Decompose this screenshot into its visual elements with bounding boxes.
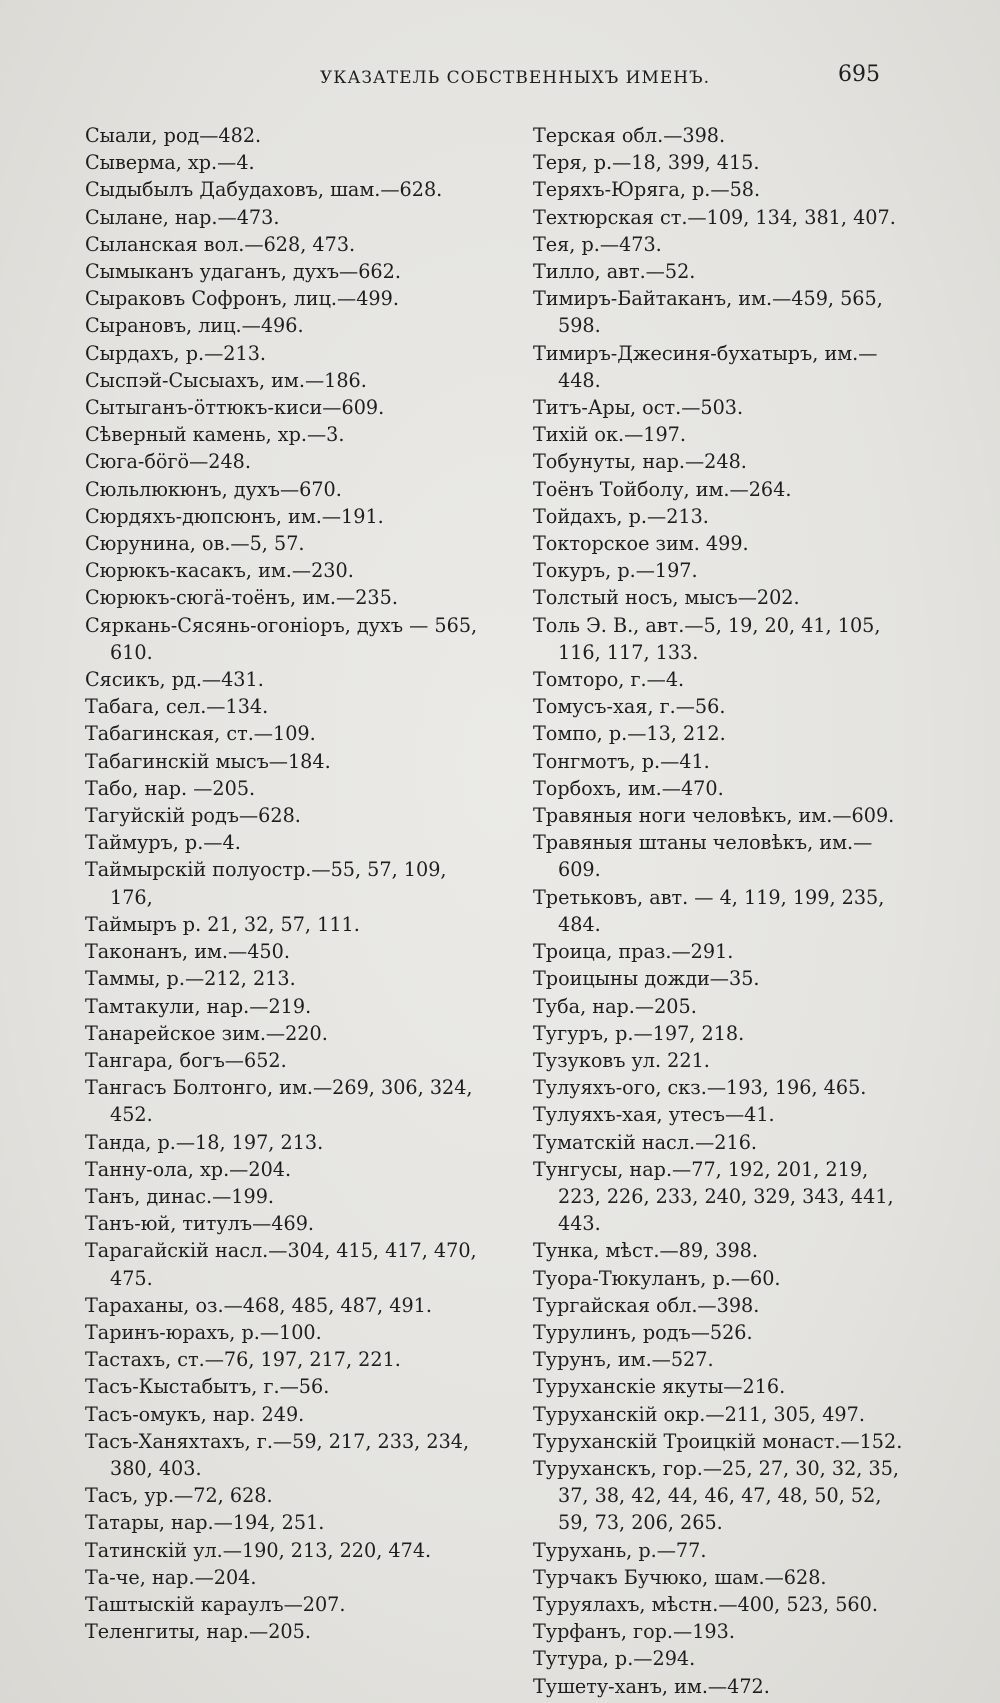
index-entry: Табо, нар. —205.: [85, 776, 256, 800]
index-entry: Турфанъ, гор.—193.: [533, 1620, 735, 1644]
index-entry: Туматскій насл.—216.: [533, 1130, 758, 1154]
index-entry: Тасъ-омукъ, нар. 249.: [85, 1402, 305, 1426]
index-entry: Сылане, нар.—473.: [85, 205, 280, 229]
index-entry: Танъ, динас.—199.: [85, 1184, 275, 1208]
index-entry: Тойдахъ, р.—213.: [533, 504, 709, 528]
index-entry: Тушету-ханъ, им.—472.: [533, 1674, 770, 1698]
index-entry: Сюрдяхъ-дюпсюнъ, им.—191.: [85, 504, 384, 528]
index-entry: Тунка, мѣст.—89, 398.: [533, 1239, 758, 1263]
index-entry: Танарейское зим.—220.: [85, 1021, 328, 1045]
index-entry: Сюга-бöгö—248.: [85, 450, 251, 474]
index-entry: Турчакъ Бучюко, шам.—628.: [533, 1565, 827, 1589]
index-entry: Танну-ола, хр.—204.: [85, 1157, 292, 1181]
index-entry: Сюрюкъ-касакъ, им.—230.: [85, 559, 354, 583]
index-entry: Томпо, р.—13, 212.: [533, 722, 726, 746]
index-entry: Туруялахъ, мѣстн.—400, 523, 560.: [533, 1592, 878, 1616]
index-entry: Теряхъ-Юряга, р.—58.: [533, 178, 761, 202]
index-entry: Терская обл.—398.: [533, 124, 726, 147]
index-entry: Сыверма, хр.—4.: [85, 151, 255, 175]
index-entry: Тасъ-Кыстабытъ, г.—56.: [85, 1375, 330, 1399]
index-entry: Татары, нар.—194, 251.: [85, 1511, 325, 1535]
index-entry: Тангасъ Болтонго, им.—269, 306, 324, 452.: [85, 1076, 473, 1127]
index-entry: Таймуръ, р.—4.: [85, 831, 241, 855]
index-entry: Тараханы, оз.—468, 485, 487, 491.: [85, 1293, 432, 1317]
header-title: УКАЗАТЕЛЬ СОБСТВЕННЫХЪ ИМЕНЪ.: [320, 68, 711, 88]
page-number: 695: [838, 62, 880, 87]
index-entry: Травяныя ноги человѣкъ, им.—609.: [533, 804, 895, 828]
index-entry: Туба, нар.—205.: [533, 994, 697, 1018]
index-entry: Сыспэй-Сысыахъ, им.—186.: [85, 368, 367, 392]
index-entry: Тузуковъ ул. 221.: [533, 1048, 710, 1072]
index-entry: Танда, р.—18, 197, 213.: [85, 1130, 324, 1154]
index-entry: Тулуяхъ-ого, скз.—193, 196, 465.: [533, 1076, 867, 1100]
index-entry: Тургайская обл.—398.: [533, 1293, 760, 1317]
index-entry: Тунгусы, нар.—77, 192, 201, 219, 223, 226, 233, 240, 329, 343, 441, 443.: [533, 1157, 894, 1236]
index-entry: Табагинская, ст.—109.: [85, 722, 316, 746]
index-entry: Сыланская вол.—628, 473.: [85, 232, 356, 256]
index-entry: Толстый носъ, мысъ—202.: [533, 586, 800, 610]
index-entry: Тихій ок.—197.: [533, 423, 686, 447]
index-entry: Тарагайскій насл.—304, 415, 417, 470, 475.: [85, 1239, 477, 1290]
index-entry: Тугуръ, р.—197, 218.: [533, 1021, 745, 1045]
index-entry: Троица, праз.—291.: [533, 940, 734, 964]
index-entry: Сюрунина, ов.—5, 57.: [85, 532, 305, 556]
index-entry: Тутура, р.—294.: [533, 1647, 696, 1671]
index-entry: Таринъ-юрахъ, р.—100.: [85, 1320, 322, 1344]
index-entry: Тимиръ-Джесиня-бухатыръ, им.—448.: [533, 341, 878, 392]
index-entry: Тея, р.—473.: [533, 232, 662, 256]
index-entry: Тобунуты, нар.—248.: [533, 450, 747, 474]
index-entry: Теленгиты, нар.—205.: [85, 1620, 311, 1644]
index-entry: Троицыны дожди—35.: [533, 967, 760, 991]
index-entry: Таймырскій полуостр.—55, 57, 109, 176,: [85, 858, 447, 909]
index-entry: Таймыръ р. 21, 32, 57, 111.: [85, 912, 360, 936]
index-entry: Туруханскіе якуты—216.: [533, 1375, 786, 1399]
index-entry: Теря, р.—18, 399, 415.: [533, 151, 760, 175]
index-entry: Тастахъ, ст.—76, 197, 217, 221.: [85, 1348, 401, 1372]
index-entry: Туора-Тюкуланъ, р.—60.: [533, 1266, 781, 1290]
index-entry: Сыраковъ Софронъ, лиц.—499.: [85, 287, 399, 311]
index-entry: Турулинъ, родъ—526.: [533, 1320, 753, 1344]
index-entry: Тонгмотъ, р.—41.: [533, 749, 710, 773]
index-entry: Техтюрская ст.—109, 134, 381, 407.: [533, 205, 896, 229]
index-entry: Тулуяхъ-хая, утесъ—41.: [533, 1103, 775, 1127]
index-entry: Сяркань-Сясянь-огоніоръ, духъ — 565, 610.: [85, 613, 478, 664]
index-entry: Торбохъ, им.—470.: [533, 776, 724, 800]
index-entry: Сясикъ, рд.—431.: [85, 668, 264, 692]
index-entry: Сюрюкъ-сюгä-тоёнъ, им.—235.: [85, 586, 398, 610]
index-entry: Татинскій ул.—190, 213, 220, 474.: [85, 1538, 432, 1562]
index-entry: Табага, сел.—134.: [85, 695, 269, 719]
index-entry: Токторское зим. 499.: [533, 532, 749, 556]
index-entry: Туруханскъ, гор.—25, 27, 30, 32, 35, 37, 38, 42, 44, 46, 47, 48, 50, 52, 59, 73, 206, 265.: [533, 1456, 899, 1535]
index-entry: Токуръ, р.—197.: [533, 559, 698, 583]
index-entry: Томторо, г.—4.: [533, 668, 685, 692]
index-entry: Тасъ, ур.—72, 628.: [85, 1484, 273, 1508]
index-entry: Таконанъ, им.—450.: [85, 940, 290, 964]
index-entry: Табагинскій мысъ—184.: [85, 749, 331, 773]
index-entry: Тоёнъ Тойболу, им.—264.: [533, 477, 792, 501]
index-entry: Тамтакули, нар.—219.: [85, 994, 312, 1018]
index-entry: Туруханскій Троицкій монаст.—152.: [533, 1429, 903, 1453]
index-entry: Тилло, авт.—52.: [533, 260, 696, 284]
index-entry: Сырановъ, лиц.—496.: [85, 314, 304, 338]
index-entry: Сымыканъ удаганъ, духъ—662.: [85, 260, 401, 284]
index-entry: Тагуйскій родъ—628.: [85, 804, 301, 828]
index-entry: Титъ-Ары, ост.—503.: [533, 396, 744, 420]
index-entry: Сытыганъ-öттюкъ-киси—609.: [85, 396, 385, 420]
index-entry: Таммы, р.—212, 213.: [85, 967, 296, 991]
index-entry: Сюльлюкюнъ, духъ—670.: [85, 477, 342, 501]
index-entry: Туруханскій окр.—211, 305, 497.: [533, 1402, 865, 1426]
index-entry: Сыдыбылъ Дабудаховъ, шам.—628.: [85, 178, 443, 202]
index-entry: Турухань, р.—77.: [533, 1538, 707, 1562]
index-entry: Таштыскій караулъ—207.: [85, 1592, 346, 1616]
index-entry: Танъ-юй, титулъ—469.: [85, 1212, 315, 1236]
index-entry: Турунъ, им.—527.: [533, 1348, 714, 1372]
index-column-right: [533, 122, 908, 1700]
index-column-left: [85, 122, 490, 1645]
index-entry: Тасъ-Ханяхтахъ, г.—59, 217, 233, 234, 380, 403.: [85, 1429, 470, 1480]
index-entry: Толь Э. В., авт.—5, 19, 20, 41, 105, 116, 117, 133.: [533, 613, 881, 664]
index-entry: Третьковъ, авт. — 4, 119, 199, 235, 484.: [533, 885, 885, 936]
index-entry: Сѣверный камень, хр.—3.: [85, 423, 345, 447]
index-entry: Тимиръ-Байтаканъ, им.—459, 565, 598.: [533, 287, 883, 338]
running-header: [320, 62, 880, 102]
index-entry: Сырдахъ, р.—213.: [85, 341, 267, 365]
index-entry: Травяныя штаны человѣкъ, им.—609.: [533, 831, 873, 882]
index-entry: Сыали, род—482.: [85, 124, 262, 147]
index-entry: Томусъ-хая, г.—56.: [533, 695, 726, 719]
index-entry: Тангара, богъ—652.: [85, 1048, 287, 1072]
index-entry: Та-че, нар.—204.: [85, 1565, 257, 1589]
